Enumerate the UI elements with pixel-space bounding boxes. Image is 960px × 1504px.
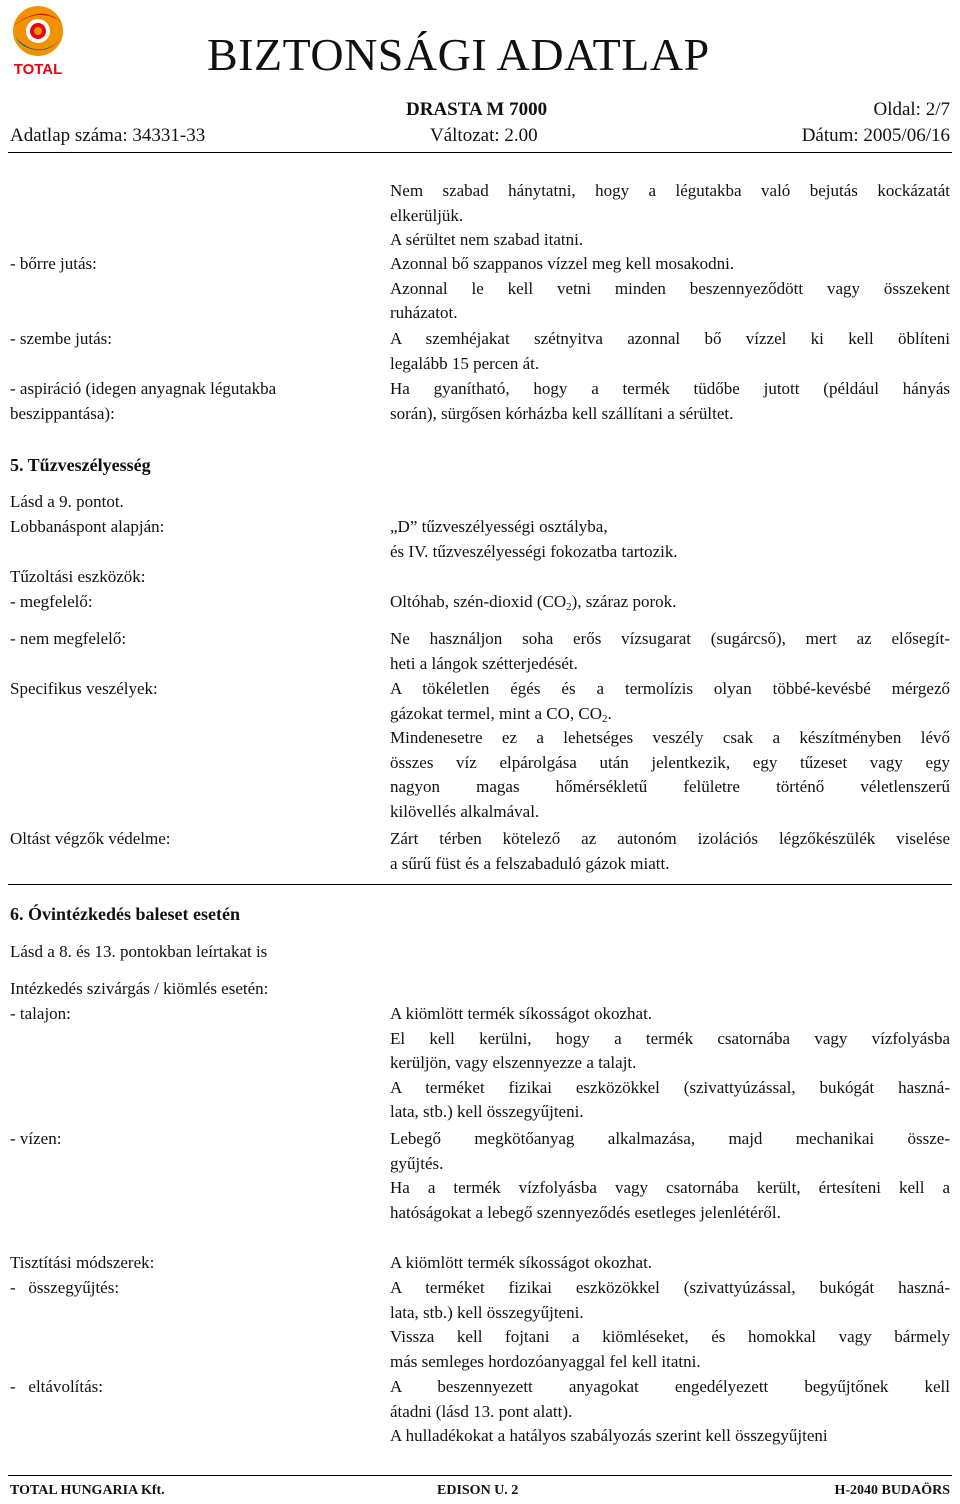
collect-text: A terméket fizikai eszközökkel (szivattyúzással, bukógát haszná- lata, stb.) kell összegyűjteni. Vissza kell fojtani a kiömléseket, és homokkal vagy bármely más semleges hordozóanyaggal fel kell itatni. [390,1278,950,1371]
header-divider [8,152,952,153]
inhalation-text: Nem szabad hánytatni, hogy a légutakba való bejutás kockázatát elkerüljük. A sérültet nem szabad itatni. [390,181,950,249]
protection-label: Oltást végzők védelme: [10,829,171,848]
cleaning-text: A kiömlött termék síkosságot okozhat. [390,1253,653,1272]
footer-street: EDISON U. 2 [437,1483,519,1498]
product-name: DRASTA M 7000 [406,99,548,120]
removal-text: A beszennyezett anyagokat engedélyezett begyűjtőnek kell átadni (lásd 13. pont alatt). A hulladékokat a hatályos szabályozás szerint kell összegyűjteni [390,1377,950,1445]
unsuitable-label: - nem megfelelő: [10,629,127,648]
aspiration-text: Ha gyanítható, hogy a termék tüdőbe jutott (például hányás során), sürgősen kórházba kell szállítani a sérültet. [390,379,950,423]
document-title: BIZTONSÁGI ADATLAP [207,29,710,80]
protection-text: Zárt térben kötelező az autonóm izolációs légzőkészülék viselése a sűrű füst és a felszabaduló gázok miatt. [390,829,950,873]
total-logo [8,4,68,82]
section-6-see: Lásd a 8. és 13. pontokban leírtakat is [10,942,268,961]
skin-text: Azonnal bő szappanos vízzel meg kell mosakodni. Azonnal le kell vetni minden beszennyeződött vagy összekent ruházatot. [390,254,950,322]
section-6-heading: 6. Óvintézkedés baleset esetén [10,904,240,924]
unsuitable-text: Ne használjon soha erős vízsugarat (sugárcső), mert az elősegít- heti a lángok szétterjedését. [390,629,950,673]
skin-label: - bőrre jutás: [10,254,97,273]
eye-text: A szemhéjakat szétnyitva azonnal bő vízzel ki kell öblíteni legalább 15 percen át. [390,329,950,373]
suitable-text: Oltóhab, szén-dioxid $(CO_2)$, száraz porok. [390,592,677,613]
soil-text: A kiömlött termék síkosságot okozhat. El kell kerülni, hogy a termék csatornába vagy vízfolyásba kerüljön, vagy elszennyezze a talajt. A terméket fizikai eszközökkel (szivattyúzással, bukógát haszná- lata, stb.) kell összegyűjteni. [390,1004,950,1121]
footer-city: H-2040 BUDAÖRS [834,1483,950,1498]
hazards-text: A tökéletlen égés és a termolízis olyan többé-kevésbé mérgező gázokat termel, mint a CO, $CO_2$. Mindenesetre ez a lehetséges veszély csak a készítményben lévő összes víz elpárolgása után jelentkezik, egy tűzeset vagy egy nagyon magas hőmérsékletű felületre történő véletlenszerű kilövellés alkalmával. [390,679,950,821]
version: Változat: 2.00 [430,125,538,146]
cleaning-label: Tisztítási módszerek: [10,1253,155,1272]
page-number: Oldal: 2/7 [873,99,950,120]
logo-wordmark: TOTAL [13,61,63,78]
suitable-label: - megfelelő: [10,592,93,611]
water-text: Lebegő megkötőanyag alkalmazása, majd mechanikai össze- gyűjtés. Ha a termék vízfolyásba vagy csatornába került, értesíteni kell a hatóságokat a lebegő szennyeződés esetleges jelenlétéről. [390,1129,950,1222]
flash-label: Lobbanáspont alapján: [10,517,165,536]
soil-label: - talajon: [10,1004,71,1023]
section-5-heading: 5. Tűzveszélyesség [10,455,151,475]
total-logo-icon [8,4,68,60]
section-5-see: Lásd a 9. pontot. [10,492,124,511]
sheet-number: Adatlap száma: 34331-33 [10,125,206,146]
collect-label: - összegyűjtés: [10,1278,120,1297]
removal-label: - eltávolítás: [10,1377,104,1396]
aspiration-label: - aspiráció (idegen anyagnak légutakba beszippantása): [10,379,277,423]
footer-divider [8,1475,952,1476]
flash-text: „D” tűzveszélyességi osztályba, és IV. tűzveszélyességi fokozatba tartozik. [390,517,678,561]
media-label: Tűzoltási eszközök: [10,567,146,586]
hazards-label: Specifikus veszélyek: [10,679,158,698]
footer-company: TOTAL HUNGARIA Kft. [10,1483,165,1498]
section-divider [8,884,952,885]
eye-label: - szembe jutás: [10,329,112,348]
date: Dátum: 2005/06/16 [801,125,950,146]
water-label: - vízen: [10,1129,62,1148]
spill-label: Intézkedés szivárgás / kiömlés esetén: [10,979,269,998]
